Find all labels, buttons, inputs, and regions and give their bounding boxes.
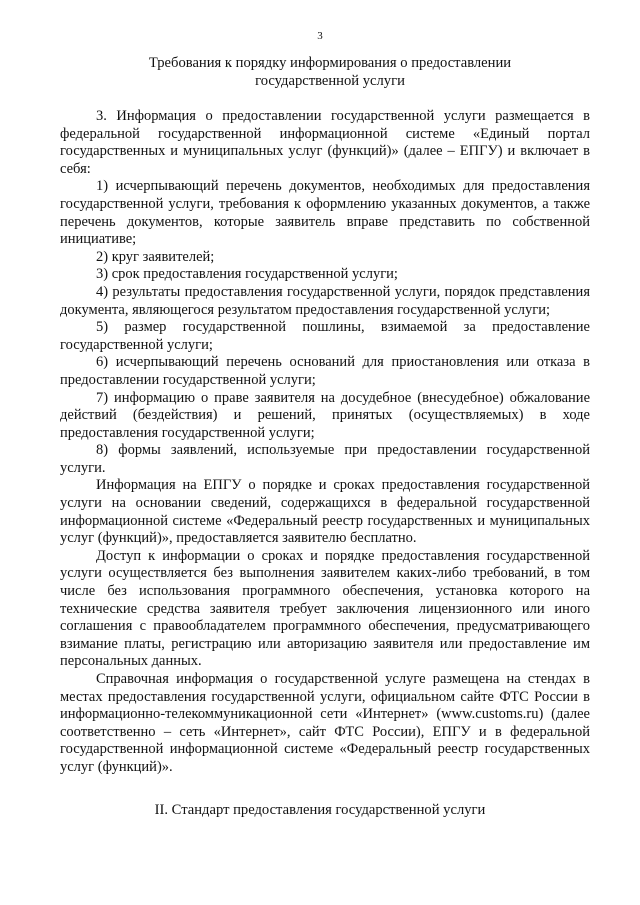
page-number: 3 <box>317 30 323 42</box>
section-title: Требования к порядку информирования о предоставлении государственной услуги <box>148 55 512 89</box>
paragraph-3: 3. Информация о предоставлении государственной услуги размещается в федеральной государственной информационной системе «Единый портал государственных и муниципальных услуг (функций)» (далее – ЕПГУ) и включает в себя: <box>60 108 590 177</box>
body-text <box>60 108 590 777</box>
list-item-7: 7) информацию о праве заявителя на досудебное (внесудебное) обжалование действий (бездействия) и решений, принятых (осуществляемых) в ходе предоставления государственной услуги; <box>60 389 590 441</box>
list-item-8: 8) формы заявлений, используемые при предоставлении государственной услуги. <box>60 442 590 476</box>
paragraph-access: Доступ к информации о сроках и порядке предоставления государственной услуги осуществляется без выполнения заявителем каких-либо требований, в том числе без использования программного обеспечения, установка которого на технические средства заявителя требует заключения лицензионного или иного соглашения с правообладателем программного обеспечения, предусматривающего взимание платы, регистрацию или авторизацию заявителя или предоставление им персональных данных. <box>60 547 590 670</box>
list-item-2: 2) круг заявителей; <box>96 248 215 265</box>
chapter-title: II. Стандарт предоставления государственной услуги <box>154 802 486 818</box>
list-item-6: 6) исчерпывающий перечень оснований для приостановления или отказа в предоставлении государственной услуги; <box>60 354 590 388</box>
list-item-1: 1) исчерпывающий перечень документов, необходимых для предоставления государственной услуги, требования к оформлению указанных документов, а также перечень документов, которые заявитель вправе представить по собственной инициативе; <box>60 178 590 248</box>
paragraph-reference-info: Справочная информация о государственной услуге размещена на стендах в местах предоставления государственной услуги, официальном сайте ФТС России в информационно-телекоммуникационной сети «Интернет» (www.customs.ru) (далее соответственно – сеть «Интернет», сайт ФТС России), ЕПГУ и в федеральной государственной информационной системе «Федеральный реестр государственных услуг (функций)». <box>60 671 590 775</box>
paragraph-epgu-info: Информация на ЕПГУ о порядке и сроках предоставления государственной услуги на основании сведений, содержащихся в федеральной государственной информационной системе «Федеральный реестр государственных и муниципальных услуг (функций)», предоставляется заявителю бесплатно. <box>60 477 590 547</box>
list-item-5: 5) размер государственной пошлины, взимаемой за предоставление государственной услуги; <box>60 319 590 353</box>
list-item-4: 4) результаты предоставления государственной услуги, порядок представления документа, являющегося результатом предоставления государственной услуги; <box>60 283 590 318</box>
list-item-3: 3) срок предоставления государственной услуги; <box>96 266 398 283</box>
